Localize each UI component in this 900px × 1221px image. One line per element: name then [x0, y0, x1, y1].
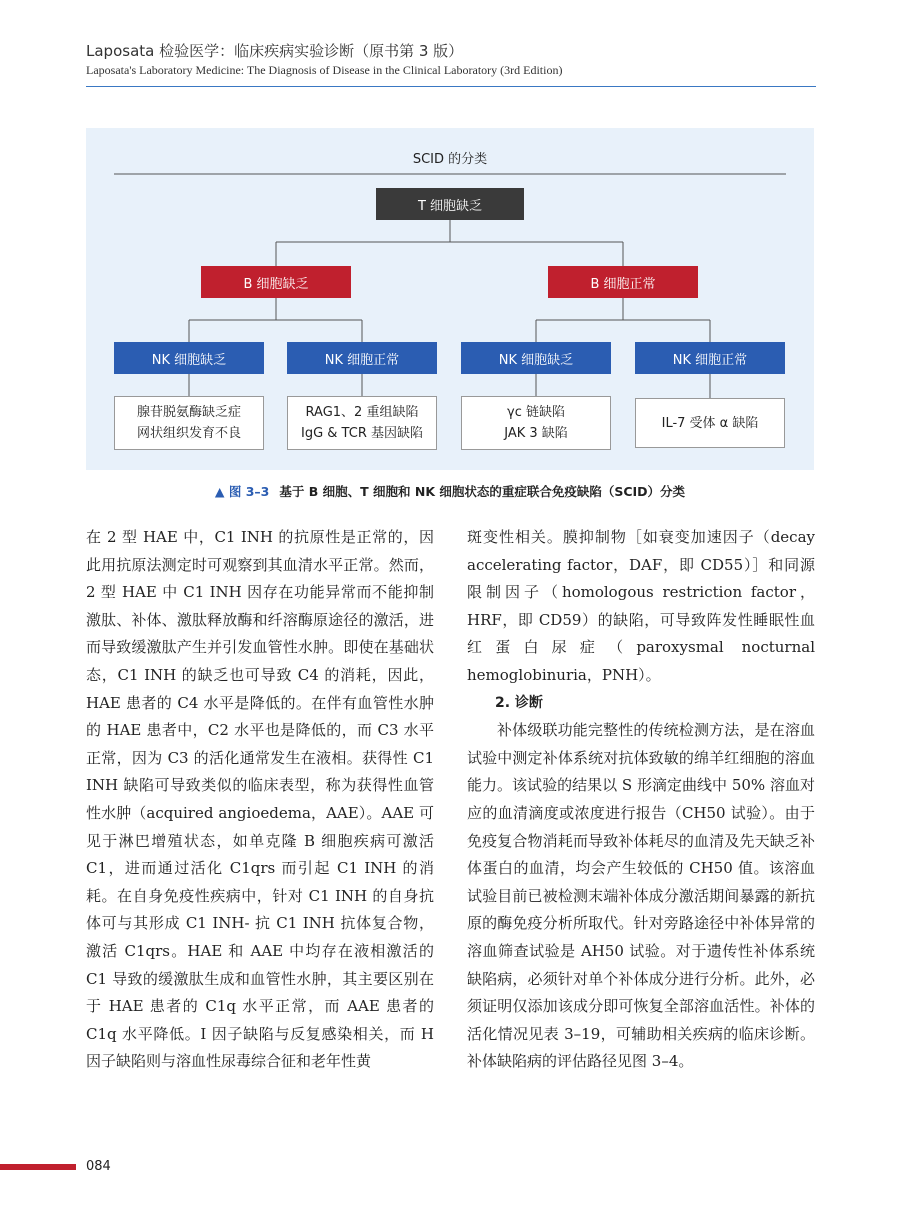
figure-title: SCID 的分类 — [412, 152, 488, 167]
leaf-rag-deficiency — [287, 396, 437, 450]
leaf-line: γc 链缺陷 — [507, 405, 565, 420]
node-nk-deficient-1: NK 细胞缺乏 — [114, 342, 264, 374]
leaf-line: 腺苷脱氨酶缺乏症 — [136, 405, 241, 420]
caption-text: 基于 B 细胞、T 细胞和 NK 细胞状态的重症联合免疫缺陷（SCID）分类 — [279, 484, 686, 499]
node-t-cell-deficient: T 细胞缺乏 — [376, 188, 524, 220]
body-column-left — [86, 524, 434, 1076]
header-title-cn: Laposata 检验医学：临床疾病实验诊断（原书第 3 版） — [86, 42, 464, 60]
node-b-cell-normal: B 细胞正常 — [548, 266, 698, 298]
leaf-ada-deficiency — [114, 396, 264, 450]
leaf-line: RAG1、2 重组缺陷 — [305, 405, 419, 420]
header-title-en: Laposata's Laboratory Medicine: The Diagnosis of Disease in the Clinical Laboratory (3rd Edition) — [86, 63, 563, 77]
node-nk-normal-2: NK 细胞正常 — [635, 342, 785, 374]
leaf-line: IL-7 受体 α 缺陷 — [661, 415, 759, 431]
section-heading: 2. 诊断 — [495, 694, 543, 711]
leaf-line: JAK 3 缺陷 — [504, 426, 568, 441]
running-header — [86, 40, 816, 78]
body-paragraph: 在 2 型 HAE 中，C1 INH 的抗原性是正常的，因此用抗原法测定时可观察到其血清水平正常。然而，2 型 HAE 中 C1 INH 因存在功能异常而不能抑制激肽、补体、激肽释放酶和纤溶酶原途径的激活，进而导致缓激肽产生并引发血管性水肿。即使在基础状态，C1 INH 的缺乏也可导致 C4 的消耗，因此，HAE 患者的 C4 水平是降低的。在伴有血管性水肿的 HAE 患者中，C2 水平也是降低的，而 C3 水平正常，因为 C3 的活化通常发生在液相。获得性 C1 INH 缺陷可导致类似的临床表型，称为获得性血管性水肿（acquired angioedema，AAE）。AAE 可见于淋巴增殖状态，如单克隆 B 细胞疾病可激活 C1，进而通过活化 C1qrs 而引起 C1 INH 的消耗。在自身免疫性疾病中，针对 C1 INH 的自身抗体可与其形成 C1 INH- 抗 C1 INH 抗体复合物，激活 C1qrs。HAE 和 AAE 中均存在液相激活的 C1 导致的缓激肽生成和血管性水肿，其主要区别在于 HAE 患者的 C1q 水平正常，而 AAE 患者的 C1q 水平降低。I 因子缺陷与反复感染相关，而 H 因子缺陷则与溶血性尿毒综合征和老年性黄 — [86, 528, 434, 1071]
node-nk-deficient-2: NK 细胞缺乏 — [461, 342, 611, 374]
leaf-gamma-c-deficiency — [461, 396, 611, 450]
node-nk-normal-1: NK 细胞正常 — [287, 342, 437, 374]
header-rule — [86, 86, 816, 87]
figure-caption — [86, 482, 814, 500]
node-b-cell-deficient: B 细胞缺乏 — [201, 266, 351, 298]
body-paragraph: 斑变性相关。膜抑制物［如衰变加速因子（decay accelerating factor，DAF，即 CD55）］和同源限制因子（homologous restriction factor，HRF，即 CD59）的缺陷，可导致阵发性睡眠性血红蛋白尿症（paroxysmal nocturnal hemoglobinuria，PNH）。 — [467, 528, 815, 684]
footer-accent-bar — [0, 1164, 76, 1170]
body-paragraph: 补体级联功能完整性的传统检测方法，是在溶血试验中测定补体系统对抗体致敏的绵羊红细胞的溶血能力。该试验的结果以 S 形滴定曲线中 50% 溶血对应的血清滴度或浓度进行报告（CH50 试验）。由于免疫复合物消耗而导致补体耗尽的血清及先天缺乏补体蛋白的血清，均会产生较低的 CH50 值。该溶血试验目前已被检测末端补体成分激活期间暴露的新抗原的酶免疫分析所取代。针对旁路途径中补体异常的溶血筛查试验是 AH50 试验。对于遗传性补体系统缺陷病，必须针对单个补体成分进行分析。此外，必须证明仅添加该成分即可恢复全部溶血活性。补体的活化情况见表 3–19，可辅助相关疾病的临床诊断。补体缺陷病的评估路径见图 3–4。 — [467, 721, 815, 1071]
leaf-line: 网状组织发育不良 — [136, 426, 241, 441]
body-column-right — [467, 524, 815, 1076]
leaf-line: IgG & TCR 基因缺陷 — [301, 426, 423, 441]
leaf-il7-receptor-deficiency — [635, 398, 785, 448]
page-number: 084 — [86, 1159, 111, 1174]
scid-classification-figure — [86, 128, 814, 470]
figure-label: ▲ 图 3–3 — [214, 484, 270, 499]
